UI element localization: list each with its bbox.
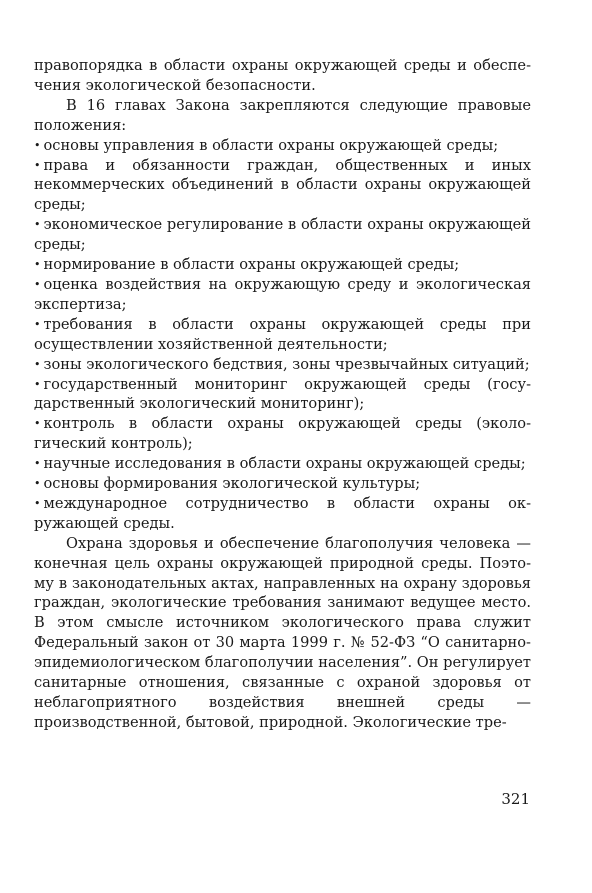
page-number: 321	[501, 790, 530, 808]
bullet-text: экономическое регулирование в области охраны окружающей среды;	[34, 216, 531, 254]
bullet-text: международное сотрудничество в области охраны окружающей среды.	[34, 494, 531, 532]
bullet-item	[34, 136, 531, 156]
bullet-marker: •	[34, 377, 41, 391]
bullet-item	[34, 414, 531, 454]
bullet-text: нормирование в области охраны окружающей среды;	[43, 256, 460, 274]
bullet-item	[34, 156, 531, 216]
bullet-item	[34, 474, 531, 494]
bullet-marker: •	[34, 357, 41, 371]
paragraph-continuation: правопорядка в области охраны окружающей среды и обеспечения экологической безопасности.	[34, 57, 531, 94]
bullet-text: научные исследования в области охраны окружающей среды;	[43, 455, 526, 473]
bullet-item	[34, 375, 531, 415]
bullet-marker: •	[34, 457, 41, 471]
bullet-item	[34, 355, 531, 375]
bullet-text: оценка воздействия на окружающую среду и экологическая экспертиза;	[34, 275, 531, 313]
bullet-marker: •	[34, 317, 41, 331]
bullet-marker: •	[34, 158, 41, 172]
bullet-text: требования в области охраны окружающей среды при осуществлении хозяйственной деятельности;	[34, 315, 531, 353]
bullet-marker: •	[34, 477, 41, 491]
bullet-marker: •	[34, 218, 41, 232]
bullet-text: государственный мониторинг окружающей среды (государственный экологический мониторинг);	[34, 375, 531, 413]
paragraph-list-intro: В 16 главах Закона закрепляются следующие правовые положения:	[34, 96, 531, 134]
bullet-item	[34, 494, 531, 534]
bullet-text: основы формирования экологической культуры;	[43, 475, 421, 493]
bullet-marker: •	[34, 417, 41, 431]
bullet-item	[34, 255, 531, 275]
paragraph-health: Охрана здоровья и обеспечение благополучия человека — конечная цель охраны окружающей природной среды. Поэтому в законодательных актах, направленных на охрану здоровья граждан, экологические требования занимают ведущее место. В этом смысле источником экологического права служит Федеральный закон от 30 марта 1999 г. № 52-ФЗ “О санитарно-эпидемиологическом благополучии населения”. Он регулирует санитарные отношения, связанные с охраной здоровья от неблагоприятного воздействия внешней среды — производственной, бытовой, природной. Экологические тре-	[34, 534, 531, 731]
bullet-marker: •	[34, 258, 41, 272]
bullet-item	[34, 215, 531, 255]
bullet-item	[34, 315, 531, 355]
bullet-item	[34, 454, 531, 474]
bullet-marker: •	[34, 277, 41, 291]
bullet-text: права и обязанности граждан, общественных и иных некоммерческих объединений в области охраны окружающей среды;	[34, 156, 531, 214]
bullet-text: контроль в области охраны окружающей среды (экологический контроль);	[34, 415, 531, 453]
page-body	[34, 56, 531, 733]
bullet-marker: •	[34, 138, 41, 152]
bullet-list	[34, 136, 531, 534]
bullet-item	[34, 275, 531, 315]
bullet-text: основы управления в области охраны окружающей среды;	[43, 136, 499, 154]
bullet-marker: •	[34, 496, 41, 510]
bullet-text: зоны экологического бедствия, зоны чрезвычайных ситуаций;	[43, 355, 530, 373]
